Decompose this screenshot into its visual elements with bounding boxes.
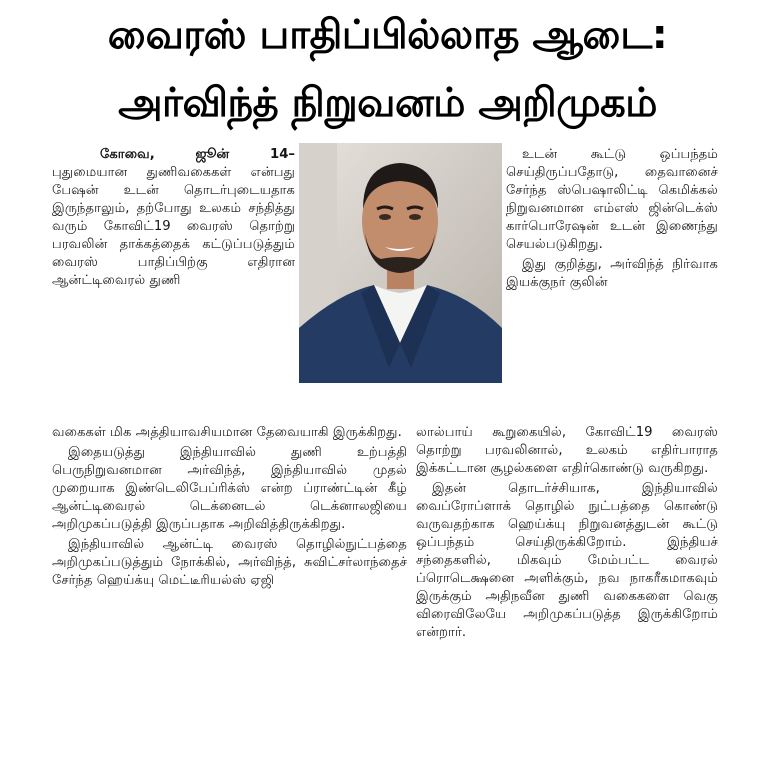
column-right-bottom bbox=[416, 424, 718, 644]
paragraph-1-continued: வகைகள் மிக அத்தியாவசியமான தேவையாகி இருக்கிறது. bbox=[52, 425, 402, 440]
dateline: கோவை, ஜூன் 14– bbox=[100, 147, 295, 162]
column-left-bottom bbox=[52, 424, 407, 592]
headline-line-2: அர்விந்த் நிறுவனம் அறிமுகம் bbox=[118, 80, 657, 126]
paragraph-6: இதன் தொடர்ச்சியாக, இந்தியாவில் வைப்ரோப்ளாக் தொழில் நுட்பத்தை கொண்டு வருவதற்காக ஹெய்க்யு நிறுவனத்துடன் கூட்டு ஒப்பந்தம் செய்திருக்கிறோம். இந்தியச் சந்தைகளில், மிகவும் மேம்பட்ட வைரல் ப்ரொடெக்ஷனை அளிக்கும், நவ நாகரீகமாகவும் இருக்கும் அதிநவீன துணி வகைகளை வெகு விரைவிலேயே அறிமுகப்படுத்த இருக்கிறோம் என்றார். bbox=[416, 481, 718, 640]
paragraph-5-continued: லால்பாய் கூறுகையில், கோவிட்19 வைரஸ் தொற்று பரவலினால், உலகம் எதிர்பாராத இக்கட்டான சூழல்களை எதிர்கொண்டு வருகிறது. bbox=[416, 425, 718, 476]
headline-line-1: வைரஸ் பாதிப்பில்லாத ஆடை: bbox=[107, 12, 668, 58]
column-right-top bbox=[506, 146, 718, 294]
paragraph-2: இதையடுத்து இந்தியாவில் துணி உற்பத்தி பெருநிறுவனமான அர்விந்த், இந்தியாவில் முதல் முறையாக இண்டெலிபேப்ரிக்ஸ் என்ற ப்ராண்ட்டின் கீழ் ஆன்ட்டிவைரல் டெக்னைடல் டெக்னாலஜியை அறிமுகப்படுத்தி இருப்பதாக அறிவித்திருக்கிறது. bbox=[52, 445, 407, 532]
paragraph-1 bbox=[52, 146, 295, 290]
paragraph-4: உடன் கூட்டு ஒப்பந்தம் செய்திருப்பதோடு, தைவானைச் சேர்ந்த ஸ்பெஷாலிட்டி கெமிக்கல் நிறுவனமான எம்எஸ் ஜின்டெக்ஸ் கார்பொரேஷன் உடன் இணைந்து செயல்படுகிறது. bbox=[506, 147, 718, 252]
paragraph-1-text: புதுமையான துணிவகைகள் என்பது பேஷன் உடன் தொடர்புடையதாக இருந்தாலும், தற்போது உலகம் சந்தித்து வரும் கோவிட்19 வைரஸ் தொற்று பரவலின் தாக்கத்தைக் கட்டுப்படுத்தும் வைரஸ் பாதிப்பிற்கு எதிரான ஆன்ட்டிவைரல் துணி bbox=[52, 165, 295, 288]
column-left-top bbox=[52, 146, 295, 292]
paragraph-5: இது குறித்து, அர்விந்த் நிர்வாக இயக்குநர் குலின் bbox=[506, 257, 718, 290]
person-portrait-image bbox=[299, 143, 502, 383]
person-photo bbox=[299, 143, 502, 383]
paragraph-3: இந்தியாவில் ஆன்ட்டி வைரஸ் தொழில்நுட்பத்தை அறிமுகப்படுத்தும் நோக்கில், அர்விந்த், சுவிட்சர்லாந்தைச் சேர்ந்த ஹெய்க்யு மெட்டீரியல்ஸ் ஏஜி bbox=[52, 537, 407, 588]
